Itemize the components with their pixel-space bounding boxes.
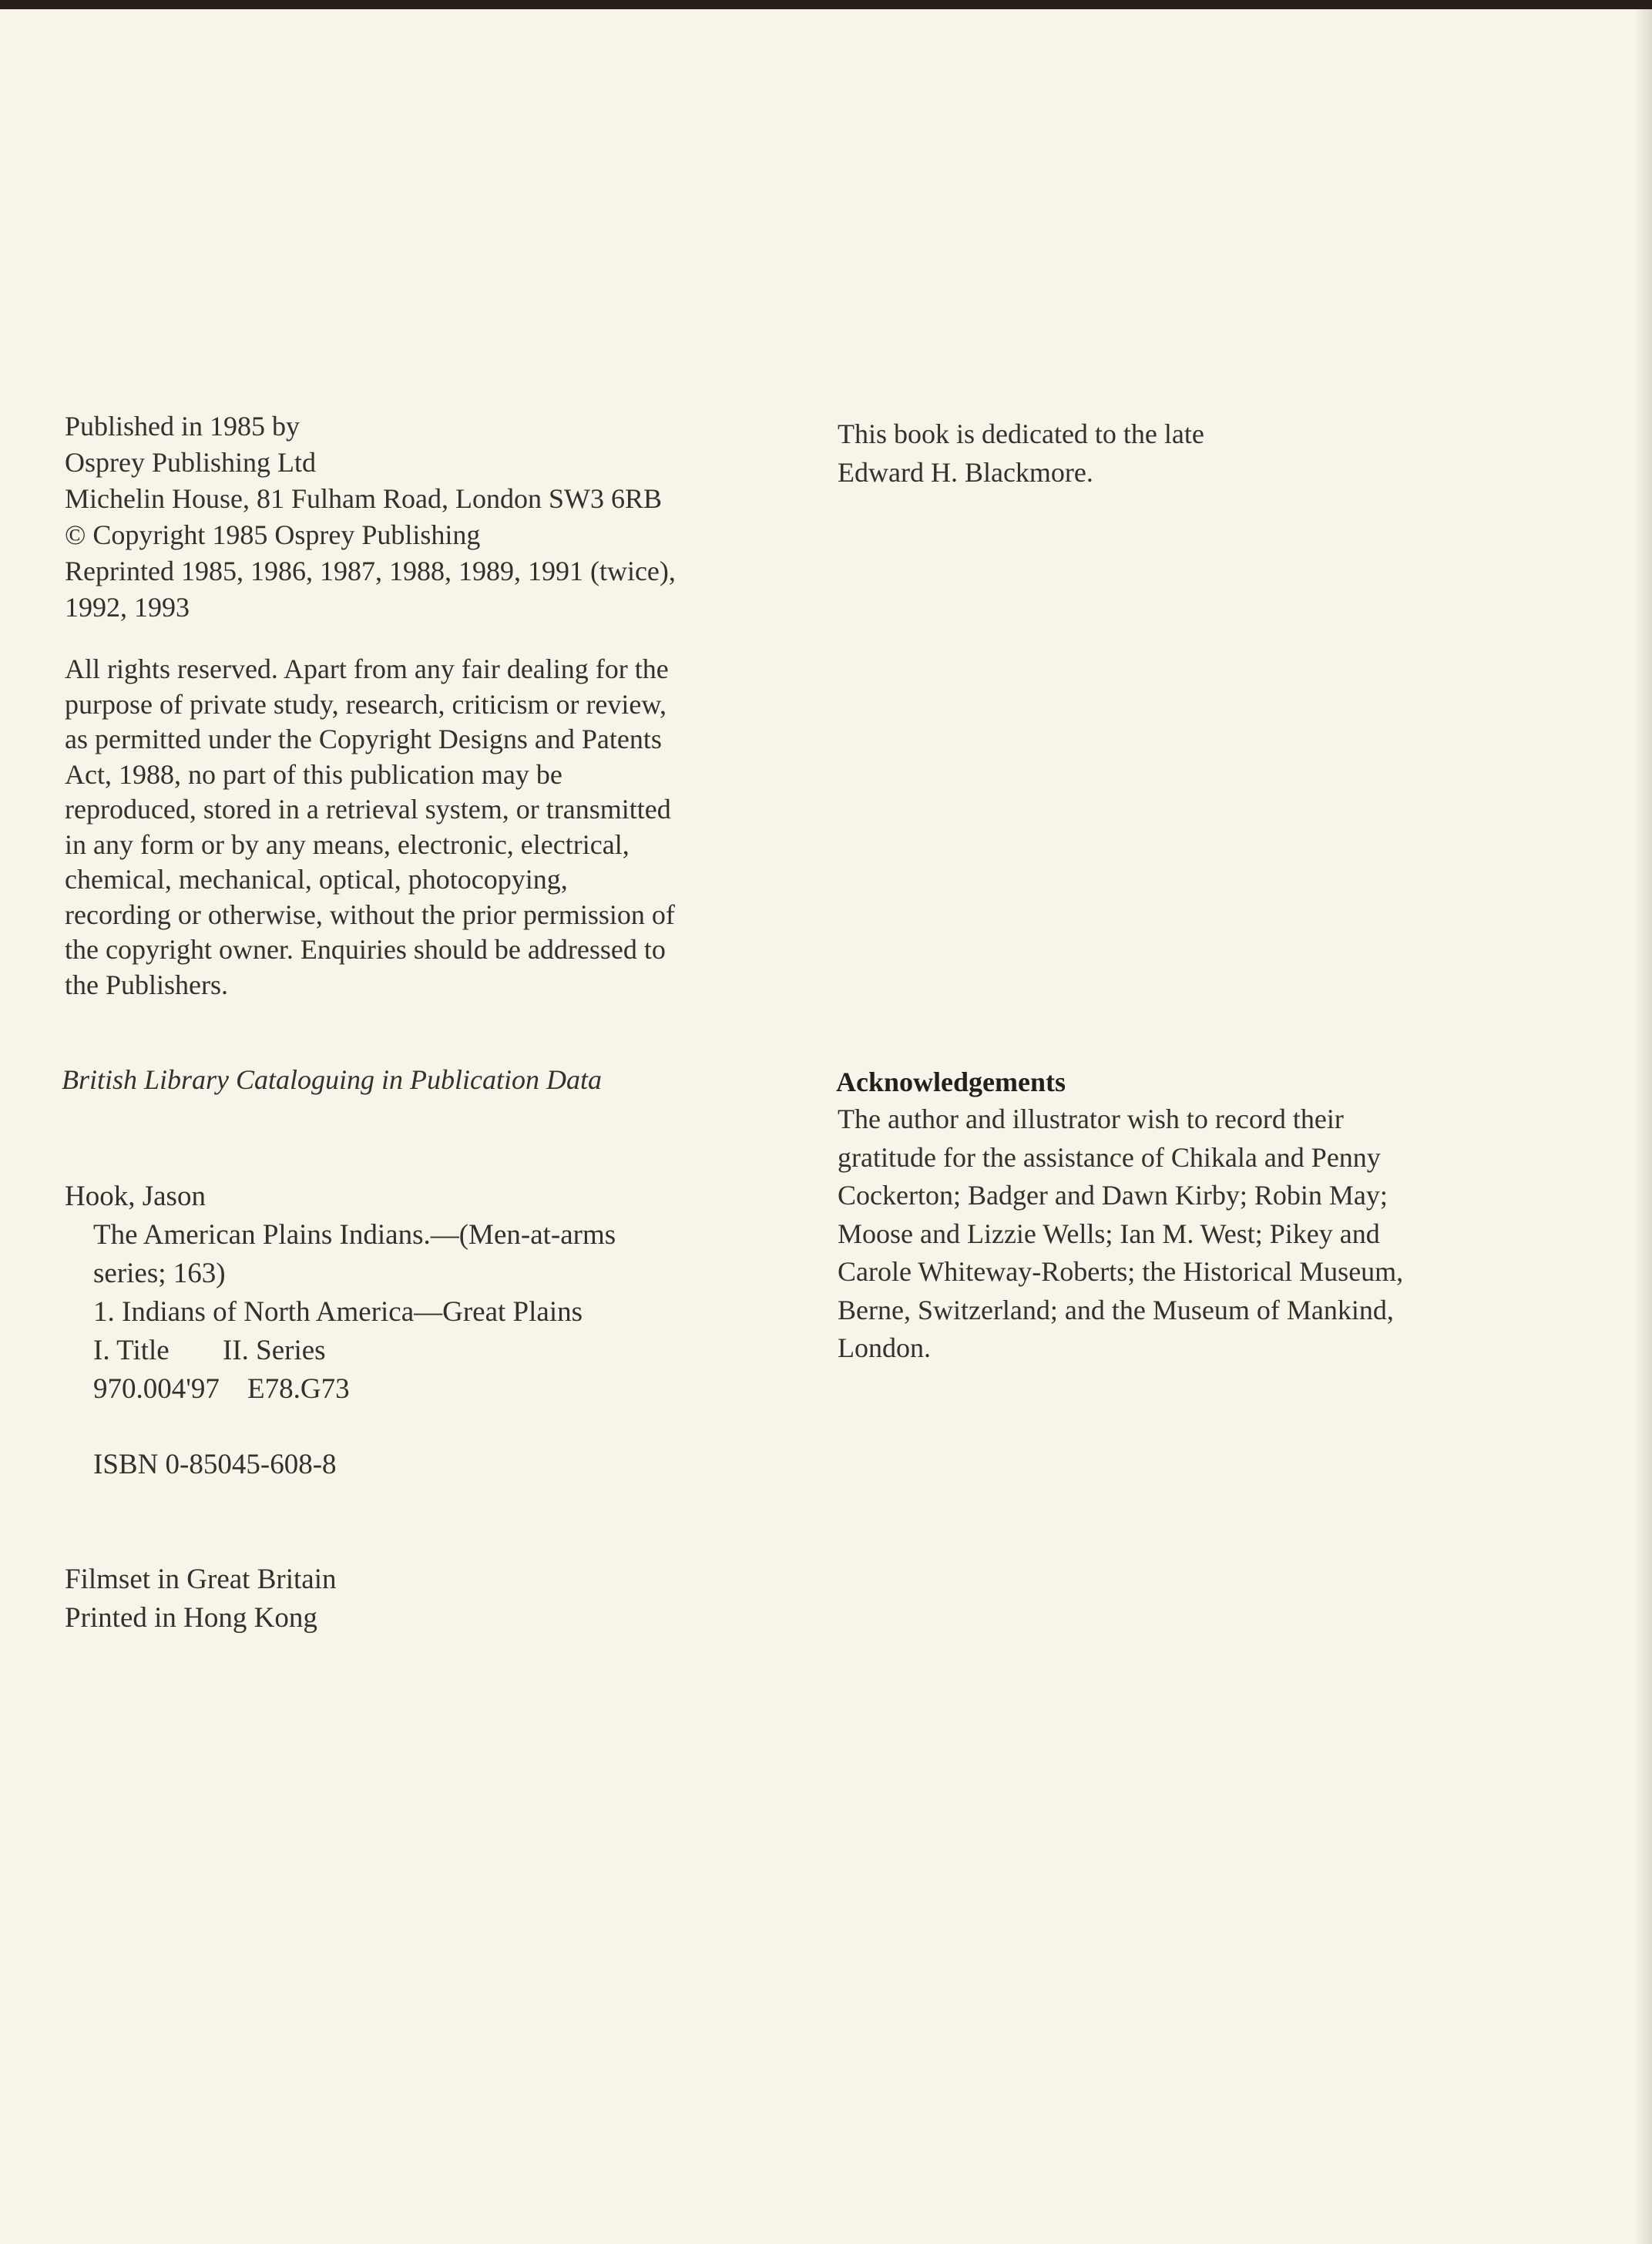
cip-entry-title: I. Title	[93, 1335, 170, 1366]
rights-line: Act, 1988, no part of this publication may be	[65, 758, 562, 790]
printing-line: Printed in Hong Kong	[65, 1602, 317, 1634]
rights-line: recording or otherwise, without the prior permission of	[65, 899, 675, 930]
acknowledgements-line: Cockerton; Badger and Dawn Kirby; Robin May;	[838, 1180, 1388, 1211]
cip-class-number: 970.004'97	[93, 1373, 220, 1405]
acknowledgements-line: The author and illustrator wish to record their	[838, 1104, 1344, 1134]
publisher-line: Published in 1985 by	[65, 411, 301, 442]
acknowledgements-line: Berne, Switzerland; and the Museum of Mankind,	[838, 1294, 1394, 1325]
cip-class-numbers	[65, 1370, 616, 1409]
publisher-line: Osprey Publishing Ltd	[65, 447, 317, 478]
publisher-line: © Copyright 1985 Osprey Publishing	[65, 519, 481, 550]
cip-heading: British Library Cataloguing in Publication Data	[62, 1064, 603, 1095]
cip-subject: 1. Indians of North America—Great Plains	[93, 1296, 583, 1328]
dedication-line: This book is dedicated to the late	[838, 418, 1204, 449]
page-top-edge	[0, 0, 1652, 9]
isbn: ISBN 0-85045-608-8	[93, 1449, 337, 1480]
rights-line: in any form or by any means, electronic, electrical,	[65, 828, 630, 860]
cip-added-entries	[65, 1332, 616, 1370]
printing-line: Filmset in Great Britain	[65, 1564, 337, 1595]
cip-entry-series: II. Series	[223, 1335, 326, 1366]
publisher-line: 1992, 1993	[65, 592, 190, 623]
acknowledgements-heading: Acknowledgements	[836, 1067, 1066, 1097]
cip-record	[65, 1177, 616, 1409]
rights-line: purpose of private study, research, criticism or review,	[65, 688, 667, 720]
publisher-line: Michelin House, 81 Fulham Road, London SW3 6RB	[65, 483, 662, 514]
publisher-line: Reprinted 1985, 1986, 1987, 1988, 1989, 1991 (twice),	[65, 556, 676, 586]
publisher-info	[65, 408, 676, 626]
cip-lc-number: E78.G73	[247, 1373, 350, 1405]
rights-line: the copyright owner. Enquiries should be addressed to	[65, 934, 666, 965]
page-right-edge-shadow	[1634, 9, 1652, 2244]
acknowledgements-line: Carole Whiteway-Roberts; the Historical Museum,	[838, 1256, 1404, 1287]
rights-line: reproduced, stored in a retrieval system, or transmitted	[65, 794, 671, 825]
acknowledgements-body	[838, 1100, 1531, 1368]
dedication	[838, 415, 1204, 492]
cip-title-line: The American Plains Indians.—(Men-at-arms	[93, 1219, 616, 1251]
cip-title-line: series; 163)	[93, 1258, 226, 1289]
rights-line: All rights reserved. Apart from any fair dealing for the	[65, 653, 669, 684]
rights-notice	[65, 652, 675, 1003]
acknowledgements-line: London.	[838, 1332, 931, 1363]
acknowledgements-line: gratitude for the assistance of Chikala and Penny	[838, 1141, 1381, 1173]
rights-line: the Publishers.	[65, 969, 228, 1000]
printing-info	[65, 1560, 336, 1638]
acknowledgements-line: Moose and Lizzie Wells; Ian M. West; Pikey and	[838, 1218, 1380, 1249]
rights-line: chemical, mechanical, optical, photocopying,	[65, 864, 568, 895]
cip-author: Hook, Jason	[65, 1181, 206, 1212]
dedication-line: Edward H. Blackmore.	[838, 457, 1093, 488]
rights-line: as permitted under the Copyright Designs and Patents	[65, 724, 662, 754]
